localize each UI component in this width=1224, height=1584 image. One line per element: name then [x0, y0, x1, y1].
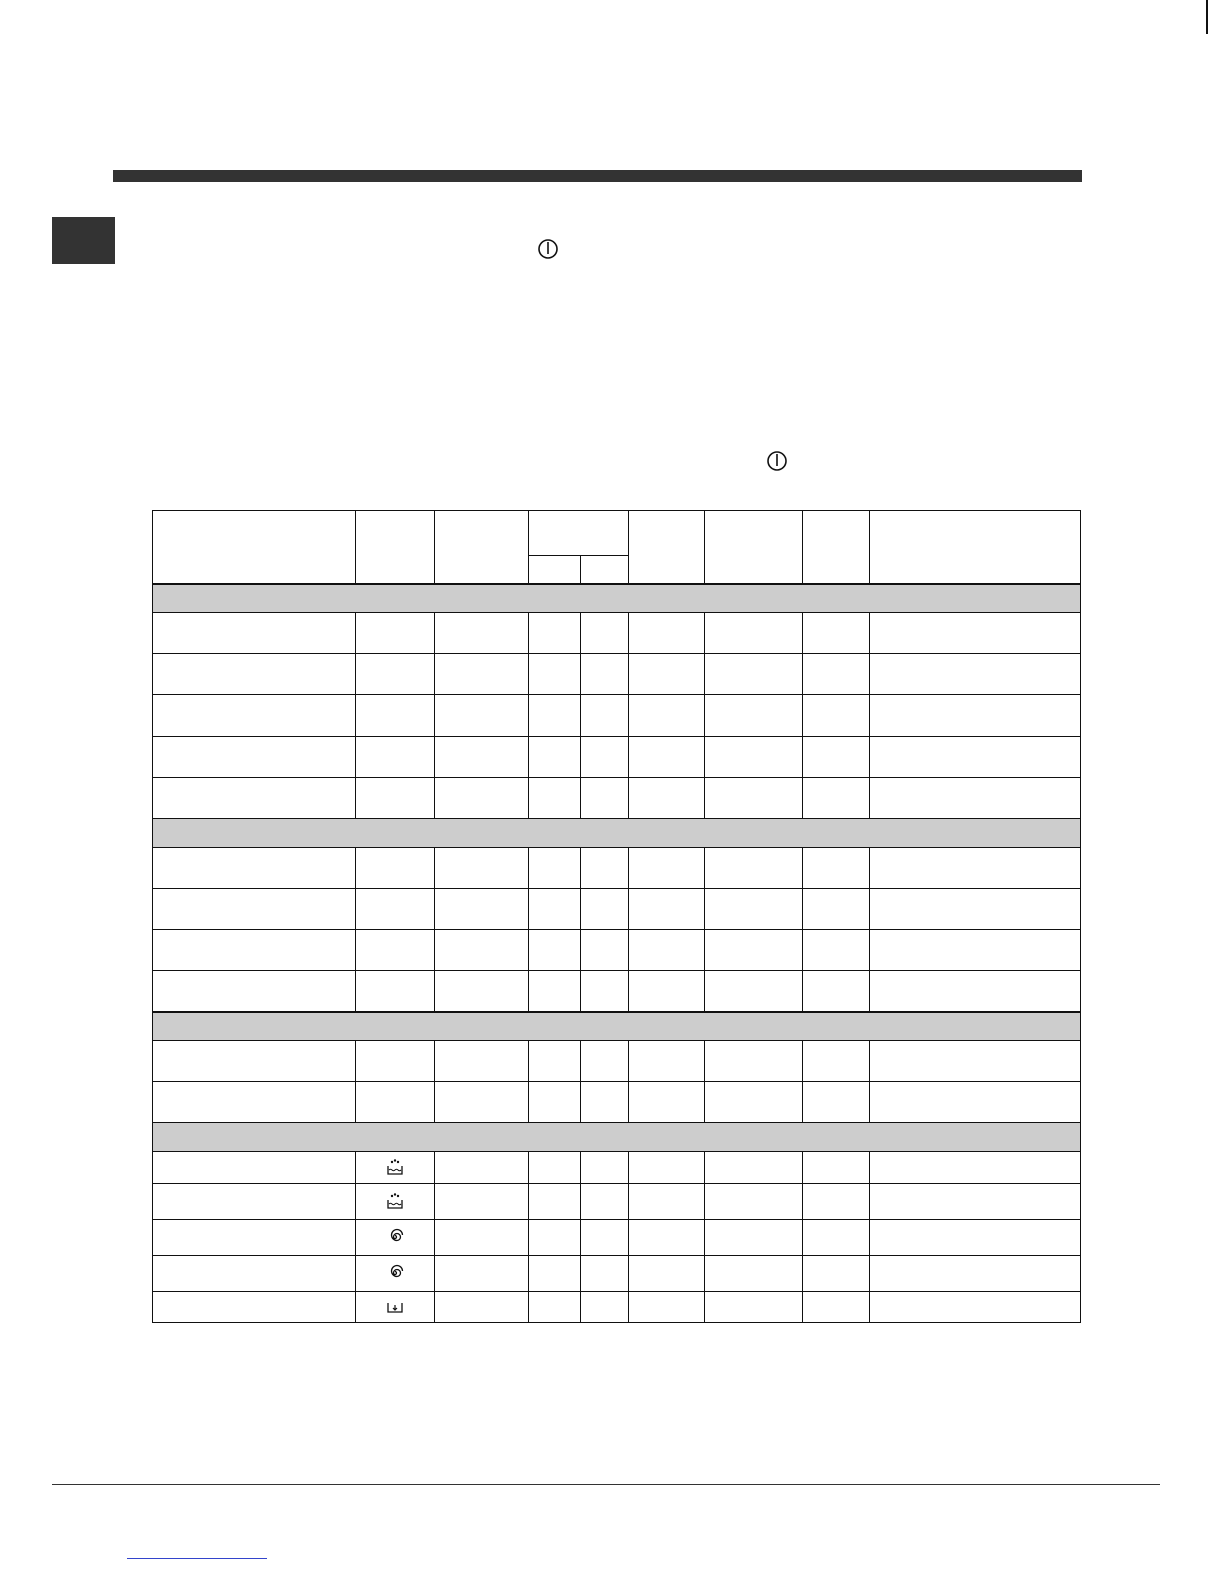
table-cell [153, 1041, 356, 1082]
header-group-cell [529, 511, 629, 556]
table-cell [629, 929, 705, 970]
table-cell [153, 777, 356, 818]
table-cell [529, 847, 581, 888]
table-cell [803, 888, 870, 929]
table-cell [870, 1219, 1081, 1255]
table-cell [705, 888, 803, 929]
table-cell [581, 777, 629, 818]
table-cell [629, 1152, 705, 1183]
table-cell [803, 1291, 870, 1322]
table-cell [356, 929, 435, 970]
power-icon [766, 450, 788, 472]
table-cell [705, 1183, 803, 1219]
table-row [153, 1041, 1081, 1082]
table-cell [705, 847, 803, 888]
table-cell [870, 777, 1081, 818]
table-cell [705, 654, 803, 695]
table-cell [153, 736, 356, 777]
table-cell [705, 1219, 803, 1255]
table-cell [529, 888, 581, 929]
table-cell [629, 888, 705, 929]
table-cell [803, 654, 870, 695]
table-cell [529, 971, 581, 1012]
table-row [153, 613, 1081, 654]
table-row [153, 1255, 1081, 1291]
table-cell [356, 695, 435, 736]
table-cell [356, 971, 435, 1012]
table-cell [581, 1291, 629, 1322]
table-cell [705, 613, 803, 654]
table-cell [629, 1219, 705, 1255]
table-cell [581, 695, 629, 736]
table-cell [629, 1041, 705, 1082]
table-cell [581, 1183, 629, 1219]
table-cell [435, 1291, 529, 1322]
table-cell [435, 1041, 529, 1082]
section-cell [153, 818, 1081, 847]
section-row [153, 818, 1081, 847]
table-cell [870, 654, 1081, 695]
table-row [153, 847, 1081, 888]
table-cell [581, 888, 629, 929]
table-cell [529, 1255, 581, 1291]
spin-icon [356, 1255, 435, 1291]
table-cell [153, 654, 356, 695]
table-cell [529, 613, 581, 654]
table-cell [870, 971, 1081, 1012]
table-cell [629, 1255, 705, 1291]
table-cell [581, 613, 629, 654]
header-cell [705, 511, 803, 584]
table-cell [803, 1082, 870, 1123]
table-cell [870, 847, 1081, 888]
section-row [153, 1123, 1081, 1152]
table-cell [705, 1255, 803, 1291]
table-cell [153, 1082, 356, 1123]
table-row [153, 1183, 1081, 1219]
table-cell [581, 929, 629, 970]
table-cell [153, 695, 356, 736]
table-cell [629, 736, 705, 777]
table-cell [705, 1291, 803, 1322]
table-cell [581, 1041, 629, 1082]
table-cell [870, 929, 1081, 970]
table-cell [803, 1183, 870, 1219]
section-cell [153, 584, 1081, 613]
table-cell [153, 1291, 356, 1322]
header-cell [356, 511, 435, 584]
table-cell [629, 847, 705, 888]
table-cell [803, 777, 870, 818]
table-cell [435, 847, 529, 888]
table-cell [803, 971, 870, 1012]
table-cell [529, 777, 581, 818]
table-cell [870, 736, 1081, 777]
table-cell [803, 1219, 870, 1255]
section-row [153, 1012, 1081, 1041]
header-cell [153, 511, 356, 584]
table-cell [705, 777, 803, 818]
table-cell [435, 1255, 529, 1291]
table-cell [629, 1183, 705, 1219]
table-cell [581, 1219, 629, 1255]
table-cell [870, 1152, 1081, 1183]
table-cell [153, 1255, 356, 1291]
header-cell [803, 511, 870, 584]
header-subcell [581, 556, 629, 584]
table-cell [705, 1152, 803, 1183]
table-cell [803, 1255, 870, 1291]
table-cell [529, 929, 581, 970]
table-cell [705, 929, 803, 970]
power-icon [537, 238, 559, 260]
table-cell [629, 613, 705, 654]
table-cell [435, 1219, 529, 1255]
table-cell [529, 736, 581, 777]
table-cell [803, 613, 870, 654]
header-cell [870, 511, 1081, 584]
table-cell [356, 777, 435, 818]
table-cell [153, 1152, 356, 1183]
table-cell [705, 971, 803, 1012]
table-cell [529, 695, 581, 736]
table-cell [870, 888, 1081, 929]
header-cell [629, 511, 705, 584]
table-cell [529, 1082, 581, 1123]
table-cell [529, 1291, 581, 1322]
table-cell [356, 1041, 435, 1082]
programme-table [152, 510, 1081, 1323]
table-cell [529, 1219, 581, 1255]
table-cell [803, 847, 870, 888]
table-cell [153, 847, 356, 888]
table-cell [629, 695, 705, 736]
table-cell [153, 1219, 356, 1255]
table-cell [581, 736, 629, 777]
table-cell [435, 1183, 529, 1219]
table-cell [581, 971, 629, 1012]
table-cell [356, 736, 435, 777]
table-cell [435, 888, 529, 929]
table-cell [870, 695, 1081, 736]
table-cell [153, 1183, 356, 1219]
table-row [153, 1152, 1081, 1183]
table-cell [435, 613, 529, 654]
table-cell [581, 1082, 629, 1123]
footer-link-underline[interactable] [127, 1558, 267, 1559]
table-cell [705, 1082, 803, 1123]
rinse-icon [356, 1183, 435, 1219]
table-cell [629, 777, 705, 818]
table-row [153, 971, 1081, 1012]
table-row [153, 777, 1081, 818]
table-cell [870, 613, 1081, 654]
table-cell [870, 1183, 1081, 1219]
page-edge-mark [1206, 0, 1208, 34]
table-cell [581, 1152, 629, 1183]
table-cell [870, 1291, 1081, 1322]
table-row [153, 929, 1081, 970]
table-cell [356, 888, 435, 929]
table-row [153, 736, 1081, 777]
footer-rule [52, 1484, 1160, 1485]
table-header-row [153, 511, 1081, 556]
table-row [153, 888, 1081, 929]
table-row [153, 1082, 1081, 1123]
table-cell [803, 736, 870, 777]
table-cell [529, 1152, 581, 1183]
table-cell [356, 654, 435, 695]
table-cell [435, 736, 529, 777]
rinse-icon [356, 1152, 435, 1183]
section-cell [153, 1123, 1081, 1152]
table-cell [581, 847, 629, 888]
table-cell [435, 971, 529, 1012]
table-cell [629, 1291, 705, 1322]
table-cell [529, 1183, 581, 1219]
table-cell [803, 1152, 870, 1183]
language-tab [52, 217, 115, 264]
table-cell [803, 695, 870, 736]
section-cell [153, 1012, 1081, 1041]
table-cell [435, 654, 529, 695]
table-cell [356, 847, 435, 888]
table-cell [153, 888, 356, 929]
table-cell [529, 1041, 581, 1082]
header-bar [113, 170, 1082, 182]
table-cell [435, 777, 529, 818]
table-row [153, 1291, 1081, 1322]
table-cell [153, 971, 356, 1012]
table-cell [870, 1082, 1081, 1123]
header-subcell [529, 556, 581, 584]
table-cell [435, 1082, 529, 1123]
table-cell [529, 654, 581, 695]
section-row [153, 584, 1081, 613]
table-cell [705, 736, 803, 777]
table-cell [356, 1082, 435, 1123]
table-cell [870, 1041, 1081, 1082]
table-cell [870, 1255, 1081, 1291]
table-cell [435, 1152, 529, 1183]
table-cell [435, 695, 529, 736]
table-cell [705, 695, 803, 736]
table-cell [629, 1082, 705, 1123]
drain-icon [356, 1291, 435, 1322]
table-cell [581, 1255, 629, 1291]
table-cell [629, 971, 705, 1012]
header-cell [435, 511, 529, 584]
table-cell [435, 929, 529, 970]
spin-icon [356, 1219, 435, 1255]
table-cell [153, 613, 356, 654]
table-cell [629, 654, 705, 695]
table-cell [803, 929, 870, 970]
table-cell [581, 654, 629, 695]
table-cell [803, 1041, 870, 1082]
table-row [153, 695, 1081, 736]
table-row [153, 1219, 1081, 1255]
table-row [153, 654, 1081, 695]
table-cell [356, 613, 435, 654]
table-cell [705, 1041, 803, 1082]
table-cell [153, 929, 356, 970]
